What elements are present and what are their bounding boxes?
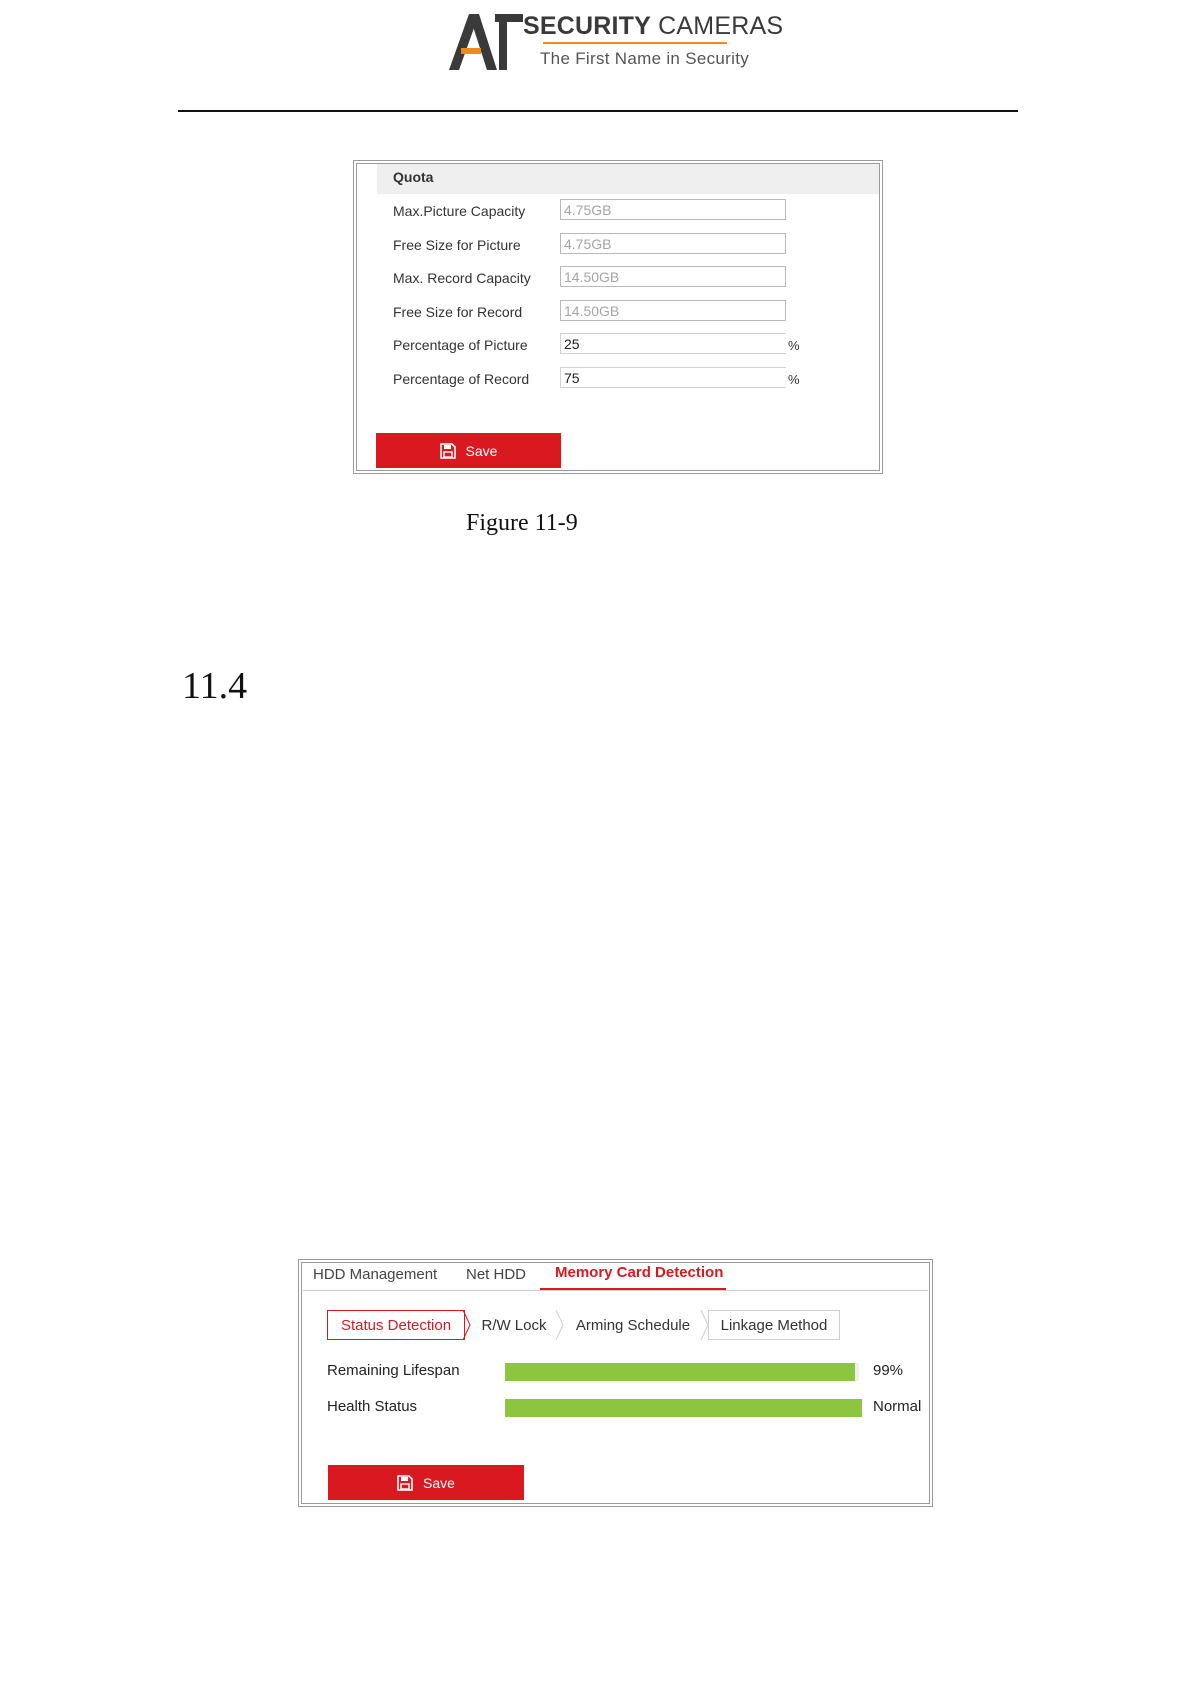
remaining-lifespan-bar-fill <box>505 1363 855 1381</box>
tabs-divider <box>303 1290 928 1291</box>
quota-save-button[interactable] <box>376 433 561 468</box>
quota-header-bar <box>377 164 879 194</box>
figure-caption: Figure 11-9 <box>466 510 578 536</box>
memory-card-save-button[interactable] <box>328 1465 524 1500</box>
free-size-picture-field <box>560 233 786 254</box>
max-picture-capacity-field <box>560 199 786 220</box>
tab-net-hdd[interactable]: Net HDD <box>466 1266 527 1283</box>
free-size-record-field <box>560 300 786 321</box>
health-status-bar <box>505 1399 862 1417</box>
subtab-arming-schedule[interactable]: Arming Schedule <box>564 1310 702 1340</box>
free-size-record-label: Free Size for Record <box>393 304 523 320</box>
percentage-picture-input[interactable] <box>560 333 786 354</box>
percentage-record-unit: % <box>788 372 800 387</box>
remaining-lifespan-value: 99% <box>873 1362 904 1379</box>
percentage-picture-unit: % <box>788 338 800 353</box>
save-icon <box>440 443 456 459</box>
logo-tagline: The First Name in Security <box>540 49 750 68</box>
remaining-lifespan-label: Remaining Lifespan <box>327 1362 460 1379</box>
quota-title: Quota <box>393 169 434 185</box>
a1-logo-mark <box>447 12 523 72</box>
health-status-bar-fill <box>505 1399 862 1417</box>
max-record-capacity-field <box>560 266 786 287</box>
max-record-capacity-label: Max. Record Capacity <box>393 270 531 286</box>
memory-card-save-label: Save <box>423 1474 455 1491</box>
tab-hdd-management[interactable]: HDD Management <box>313 1266 438 1283</box>
subtab-rw-lock[interactable]: R/W Lock <box>471 1310 557 1340</box>
logo-brand-text <box>523 12 783 41</box>
health-status-label: Health Status <box>327 1398 418 1415</box>
remaining-lifespan-bar <box>505 1363 859 1381</box>
save-icon <box>397 1475 413 1491</box>
max-picture-capacity-label: Max.Picture Capacity <box>393 203 526 219</box>
subtab-linkage-method[interactable]: Linkage Method <box>708 1310 840 1340</box>
health-status-value: Normal <box>873 1398 922 1415</box>
logo-brand-word1: SECURITY <box>523 12 652 40</box>
tab-memory-card-detection[interactable]: Memory Card Detection <box>555 1264 724 1281</box>
subtab-status-detection[interactable]: Status Detection <box>327 1310 465 1340</box>
section-number: 11.4 <box>182 665 248 707</box>
percentage-record-input[interactable] <box>560 367 786 388</box>
logo-brand-word2: CAMERAS <box>658 12 784 40</box>
free-size-picture-label: Free Size for Picture <box>393 237 521 253</box>
percentage-record-label: Percentage of Record <box>393 371 530 387</box>
logo-underline <box>543 42 727 44</box>
quota-save-label: Save <box>465 442 498 459</box>
percentage-picture-label: Percentage of Picture <box>393 337 528 353</box>
header-divider <box>178 110 1018 112</box>
